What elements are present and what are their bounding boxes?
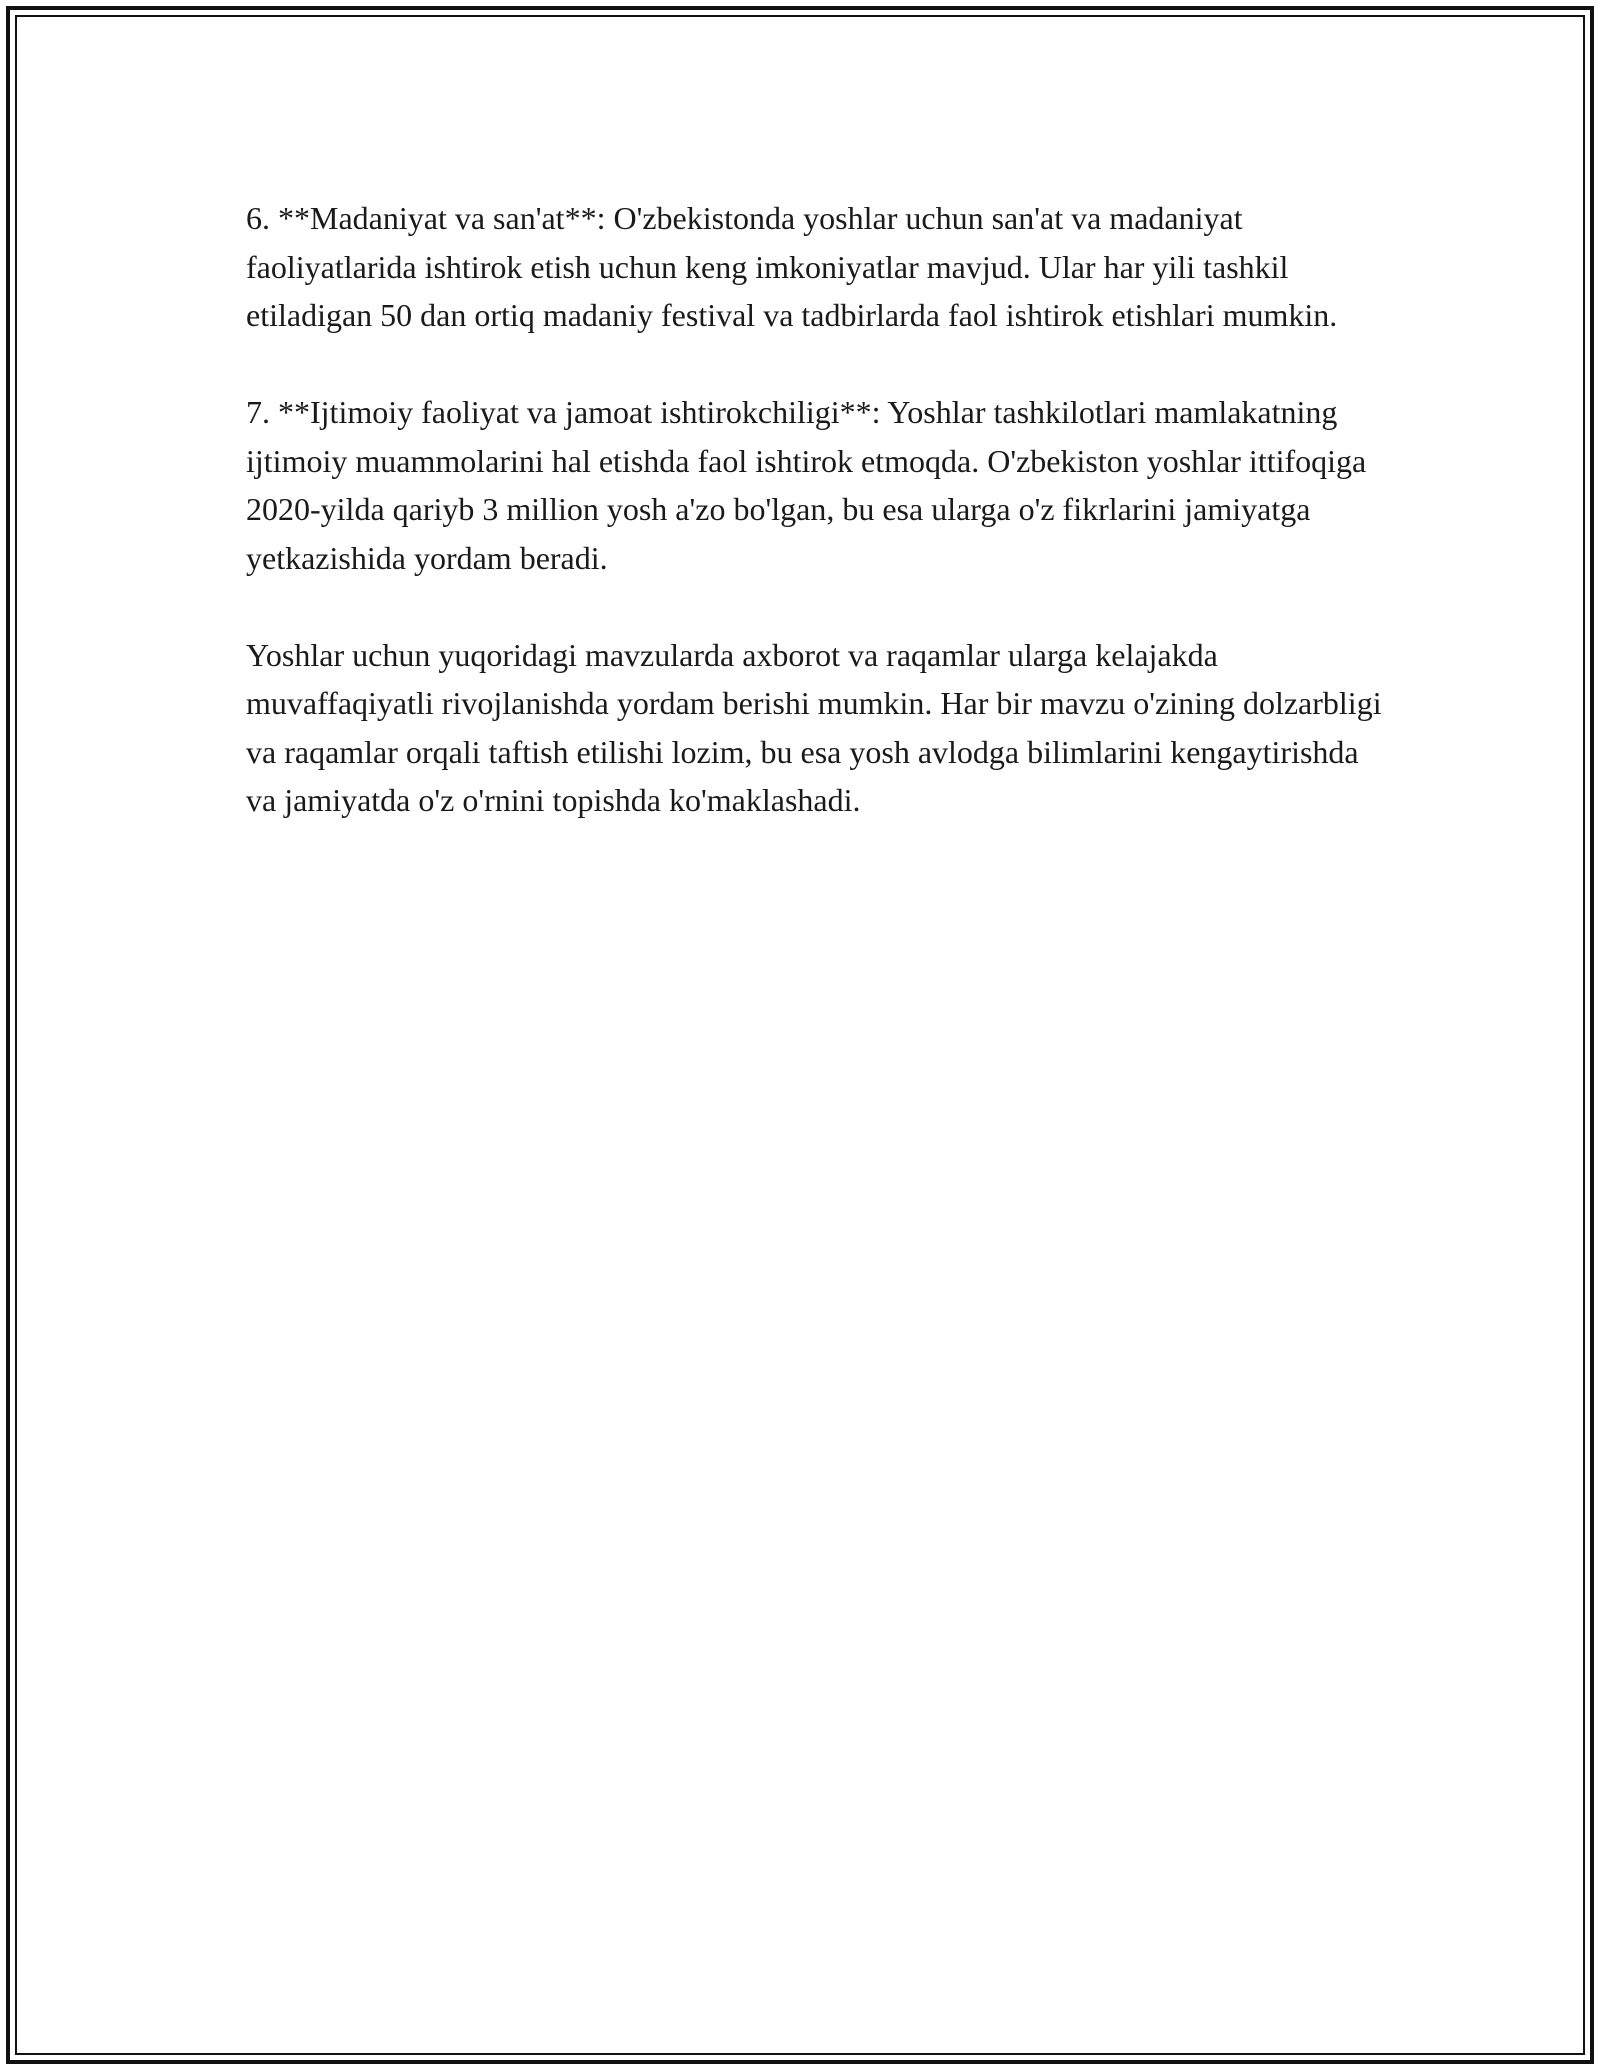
paragraph-social-activity: 7. **Ijtimoiy faoliyat va jamoat ishtirokchiligi**: Yoshlar tashkilotlari mamlakatning ijtimoiy muammolarini hal etishda faol ishtirok etmoqda. O'zbekiston yoshlar ittifoqiga 2020-yilda qariyb 3 million yosh a'zo bo'lgan, bu esa ularga o'z fikrlarini jamiyatga yetkazishida yordam beradi. [246, 394, 1367, 576]
document-body [246, 194, 1386, 873]
page-border [6, 6, 1594, 2064]
paragraph-conclusion: Yoshlar uchun yuqoridagi mavzularda axborot va raqamlar ularga kelajakda muvaffaqiyatli rivojlanishda yordam berishi mumkin. Har bir mavzu o'zining dolzarbligi va raqamlar orqali taftish etilishi lozim, bu esa yosh avlodga bilimlarini kengaytirishda va jamiyatda o'z o'rnini topishda ko'maklashadi. [246, 636, 1382, 818]
paragraph-culture-and-art: 6. **Madaniyat va san'at**: O'zbekistonda yoshlar uchun san'at va madaniyat faoliyatlarida ishtirok etish uchun keng imkoniyatlar mavjud. Ular har yili tashkil etiladigan 50 dan ortiq madaniy festival va tadbirlarda faol ishtirok etishlari mumkin. [246, 200, 1338, 333]
